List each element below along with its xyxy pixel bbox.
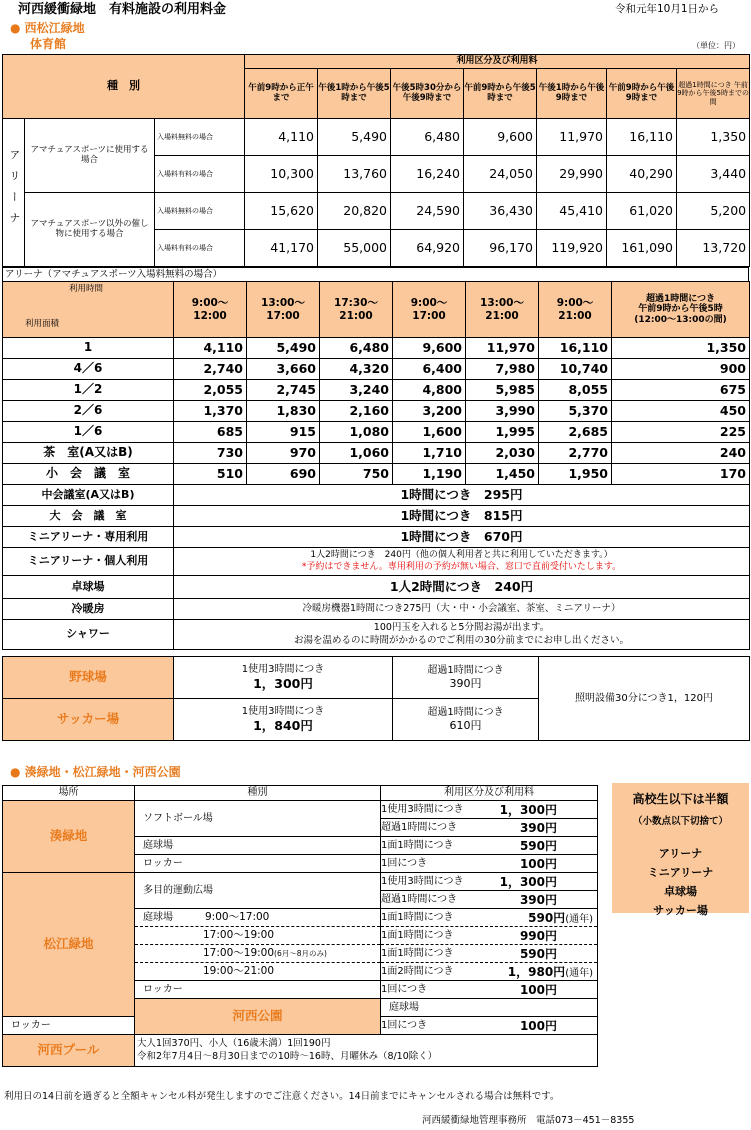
room-label: シャワー: [3, 620, 174, 650]
kind-locker: ロッカー: [135, 855, 381, 873]
kind-locker: ロッカー: [135, 981, 381, 999]
group-label: アマチュアスポーツに使用する場合: [25, 119, 155, 193]
fee-cell: 4,320: [320, 359, 393, 380]
fee-cell: 13,720: [677, 230, 750, 267]
time-col: 超過1時間につき 午前9時から午後5時 (12:00〜13:00の間): [612, 282, 750, 338]
place-kasai-pool: 河西プール: [3, 1035, 135, 1067]
effective-date: 令和元年10月1日から: [615, 3, 720, 15]
col-head: 午前9時から正午まで: [245, 69, 318, 119]
fee-cell: 1,450: [466, 464, 539, 485]
fee-row: 1回につき 100円: [381, 855, 598, 873]
kind-teikyu: 庭球場: [381, 999, 598, 1017]
court-time-row: 庭球場 9:00〜17:00: [135, 909, 381, 927]
fee-cell: 2,685: [539, 422, 612, 443]
baseball-fee: 1使用3時間につき 1，300円: [174, 657, 393, 699]
fee-cell: 13,760: [318, 156, 391, 193]
fee-cell: 3,200: [393, 401, 466, 422]
place-matsue: 松江緑地: [3, 873, 135, 1017]
kind-header: 種 別: [3, 55, 245, 119]
fee-cell: 2,160: [320, 401, 393, 422]
room-label: ミニアリーナ・個人利用: [3, 548, 174, 576]
parks-fee-table: [2, 785, 598, 1067]
fee-cell: 1,370: [174, 401, 247, 422]
baseball-label: 野球場: [3, 657, 174, 699]
section-title-minato: ● 湊緑地・松江緑地・河西公園: [10, 765, 181, 779]
fee-row: 1使用3時間につき 1，300円: [381, 801, 598, 819]
fee-cell: 5,490: [247, 338, 320, 359]
fee-cell: 3,240: [320, 380, 393, 401]
fee-cell: 510: [174, 464, 247, 485]
fee-cell: 9,600: [464, 119, 537, 156]
col-head: 午後1時から午後5時まで: [318, 69, 391, 119]
area-label: 1: [3, 338, 174, 359]
sub-label: 入場料有料の場合: [155, 156, 245, 193]
fee-cell: 900: [612, 359, 750, 380]
cancel-notice: 利用日の14日前を過ぎると全額キャンセル料が発生しますのでご注意ください。14日前までにキャンセルされる場合は無料です。: [4, 1091, 560, 1102]
fee-cell: 45,410: [537, 193, 607, 230]
fee-cell: 2,030: [466, 443, 539, 464]
col-kind: 種別: [135, 786, 381, 801]
fee-cell: 450: [612, 401, 750, 422]
field-fee-table: [2, 656, 750, 741]
fee-cell: 161,090: [607, 230, 677, 267]
fee-cell: 1,060: [320, 443, 393, 464]
fee-cell: 15,620: [245, 193, 318, 230]
fee-cell: 2,770: [539, 443, 612, 464]
fee-cell: 29,990: [537, 156, 607, 193]
fee-cell: 9,600: [393, 338, 466, 359]
fee-cell: 1,710: [393, 443, 466, 464]
fee-cell: 1,350: [677, 119, 750, 156]
room-label: ミニアリーナ・専用利用: [3, 527, 174, 548]
sub-label: 入場料有料の場合: [155, 230, 245, 267]
room-label: 中会議室(A又はB): [3, 485, 174, 506]
mini-personal-fee: 1人2時間につき 240円（他の個人利用者と共に利用していただきます。） *予約はできません。専用利用の予約が無い場合、窓口で直前受付いたします。: [174, 548, 750, 576]
court-time-row: 17:00〜19:00: [135, 927, 381, 945]
fee-cell: 915: [247, 422, 320, 443]
col-fee: 利用区分及び利用料: [381, 786, 598, 801]
fee-cell: 4,110: [174, 338, 247, 359]
fee-row: 超過1時間につき 390円: [381, 891, 598, 909]
time-col: 13:00〜 21:00: [466, 282, 539, 338]
fee-cell: 675: [612, 380, 750, 401]
fee-cell: 96,170: [464, 230, 537, 267]
arena2-caption: アリーナ（アマチュアスポーツ入場料無料の場合）: [2, 267, 749, 281]
fee-cell: 5,370: [539, 401, 612, 422]
col-head: 午後1時から午後9時まで: [537, 69, 607, 119]
court-time-row: 17:00〜19:00(6月〜8月のみ): [135, 945, 381, 963]
fee-cell: 16,110: [539, 338, 612, 359]
fee-cell: 170: [612, 464, 750, 485]
page-title: 河西緩衝緑地 有料施設の利用料金: [18, 2, 227, 17]
fee-cell: 1,080: [320, 422, 393, 443]
fee-cell: 3,990: [466, 401, 539, 422]
pool-fee: 大人1回370円、小人（16歳未満）1回190円 令和2年7月4日〜8月30日までの10時〜16時、月曜休み（8/10除く）: [135, 1035, 598, 1067]
kind-softball: ソフトボール場: [135, 801, 381, 837]
fee-row: 1面1時間につき 590円(通年): [381, 909, 598, 927]
fee-cell: 240: [612, 443, 750, 464]
arena-vertical-label: アリーナ: [3, 119, 25, 267]
fee-cell: 1,950: [539, 464, 612, 485]
fee-cell: 1,350: [612, 338, 750, 359]
area-label: 1／2: [3, 380, 174, 401]
fee-cell: 1,190: [393, 464, 466, 485]
fee-cell: 8,055: [539, 380, 612, 401]
area-label: 4／6: [3, 359, 174, 380]
area-label: 茶 室(A又はB): [3, 443, 174, 464]
fee-cell: 3,660: [247, 359, 320, 380]
fee-cell: 6,480: [320, 338, 393, 359]
fee-cell: 10,740: [539, 359, 612, 380]
fee-cell: 6,480: [391, 119, 464, 156]
aircon-fee: 冷暖房機器1時間につき275円（大・中・小会議室、茶室、ミニアリーナ）: [174, 599, 750, 620]
arena-area-fee-table: [2, 281, 750, 650]
fee-row: 1使用3時間につき 1，300円: [381, 873, 598, 891]
room-fee: 1時間につき 815円: [174, 506, 750, 527]
fee-cell: 55,000: [318, 230, 391, 267]
office-contact: 河西緩衝緑地管理事務所 電話073－451－8355: [422, 1115, 635, 1126]
area-label: 2／6: [3, 401, 174, 422]
room-fee: 1時間につき 670円: [174, 527, 750, 548]
fee-cell: 685: [174, 422, 247, 443]
fee-cell: 5,200: [677, 193, 750, 230]
fee-row: 超過1時間につき 390円: [381, 819, 598, 837]
fee-cell: 4,800: [393, 380, 466, 401]
fee-cell: 690: [247, 464, 320, 485]
fee-cell: 20,820: [318, 193, 391, 230]
half-price-box: 高校生以下は半額 （小数点以下切捨て） アリーナ ミニアリーナ 卓球場 サッカー場: [612, 783, 749, 913]
col-head: 午後5時30分から午後9時まで: [391, 69, 464, 119]
fee-cell: 61,020: [607, 193, 677, 230]
fee-cell: 24,050: [464, 156, 537, 193]
soccer-over: 超過1時間につき 610円: [393, 699, 539, 741]
fee-cell: 3,440: [677, 156, 750, 193]
time-col: 13:00〜 17:00: [247, 282, 320, 338]
group-label: アマチュアスポーツ以外の催し物に使用する場合: [25, 193, 155, 267]
area-label: 1／6: [3, 422, 174, 443]
pingpong-fee: 1人2時間につき 240円: [174, 576, 750, 599]
fee-cell: 16,240: [391, 156, 464, 193]
fee-row: 1面1時間につき 590円: [381, 837, 598, 855]
baseball-over: 超過1時間につき 390円: [393, 657, 539, 699]
room-label: 卓球場: [3, 576, 174, 599]
facility-name: 体育館: [30, 37, 67, 51]
sub-label: 入場料無料の場合: [155, 193, 245, 230]
unit-label: （単位：円）: [692, 41, 740, 50]
col-head: 超過1時間につき 午前9時から午後5時までの間: [677, 69, 750, 119]
soccer-fee: 1使用3時間につき 1，840円: [174, 699, 393, 741]
fee-cell: 1,830: [247, 401, 320, 422]
fee-cell: 730: [174, 443, 247, 464]
fee-cell: 41,170: [245, 230, 318, 267]
section-title-nishimatsue: ● 西松江緑地: [10, 21, 85, 35]
fee-row: 1面2時間につき 1，980円(通年): [381, 963, 598, 981]
time-col: 9:00〜 12:00: [174, 282, 247, 338]
time-col: 17:30〜 21:00: [320, 282, 393, 338]
fee-cell: 6,400: [393, 359, 466, 380]
fee-cell: 2,740: [174, 359, 247, 380]
col-head: 午前9時から午後9時まで: [607, 69, 677, 119]
fee-cell: 16,110: [607, 119, 677, 156]
court-time-row: 19:00〜21:00: [135, 963, 381, 981]
fee-cell: 2,055: [174, 380, 247, 401]
soccer-label: サッカー場: [3, 699, 174, 741]
fee-row: 1回につき 100円: [381, 1017, 598, 1035]
sub-label: 入場料無料の場合: [155, 119, 245, 156]
time-col: 9:00〜 17:00: [393, 282, 466, 338]
fee-cell: 40,290: [607, 156, 677, 193]
room-fee: 1時間につき 295円: [174, 485, 750, 506]
fee-cell: 7,980: [466, 359, 539, 380]
place-kasai-park: 河西公園: [135, 999, 381, 1035]
place-minato: 湊緑地: [3, 801, 135, 873]
time-area-corner: 利用時間 利用面積: [3, 282, 174, 338]
time-col: 9:00〜 21:00: [539, 282, 612, 338]
fee-cell: 225: [612, 422, 750, 443]
fee-cell: 1,995: [466, 422, 539, 443]
fee-cell: 10,300: [245, 156, 318, 193]
fee-cell: 750: [320, 464, 393, 485]
fee-cell: 5,985: [466, 380, 539, 401]
fee-cell: 11,970: [537, 119, 607, 156]
fee-cell: 1,600: [393, 422, 466, 443]
kind-multi: 多目的運動広場: [135, 873, 381, 909]
fee-row: 1面1時間につき 590円: [381, 945, 598, 963]
fee-cell: 4,110: [245, 119, 318, 156]
col-place: 場所: [3, 786, 135, 801]
kind-locker: ロッカー: [3, 1017, 135, 1035]
fee-cell: 11,970: [466, 338, 539, 359]
fee-cell: 2,745: [247, 380, 320, 401]
area-label: 小 会 議 室: [3, 464, 174, 485]
fee-cell: 36,430: [464, 193, 537, 230]
fee-cell: 119,920: [537, 230, 607, 267]
kind-teikyu: 庭球場: [135, 837, 381, 855]
fee-cell: 970: [247, 443, 320, 464]
fee-cell: 5,490: [318, 119, 391, 156]
fee-cell: 64,920: [391, 230, 464, 267]
class-header: 利用区分及び利用料: [245, 55, 750, 69]
shower-fee: 100円玉を入れると5分間お湯が出ます。 お湯を温めるのに時間がかかるのでご利用の30分前までにお申し出ください。: [174, 620, 750, 650]
fee-row: 1回につき 100円: [381, 981, 598, 999]
fee-cell: 24,590: [391, 193, 464, 230]
col-head: 午前9時から午後5時まで: [464, 69, 537, 119]
room-label: 冷暖房: [3, 599, 174, 620]
arena-fee-table: [2, 54, 750, 267]
room-label: 大 会 議 室: [3, 506, 174, 527]
fee-row: 1面1時間につき 990円: [381, 927, 598, 945]
lighting-fee: 照明設備30分につき1，120円: [539, 657, 750, 741]
